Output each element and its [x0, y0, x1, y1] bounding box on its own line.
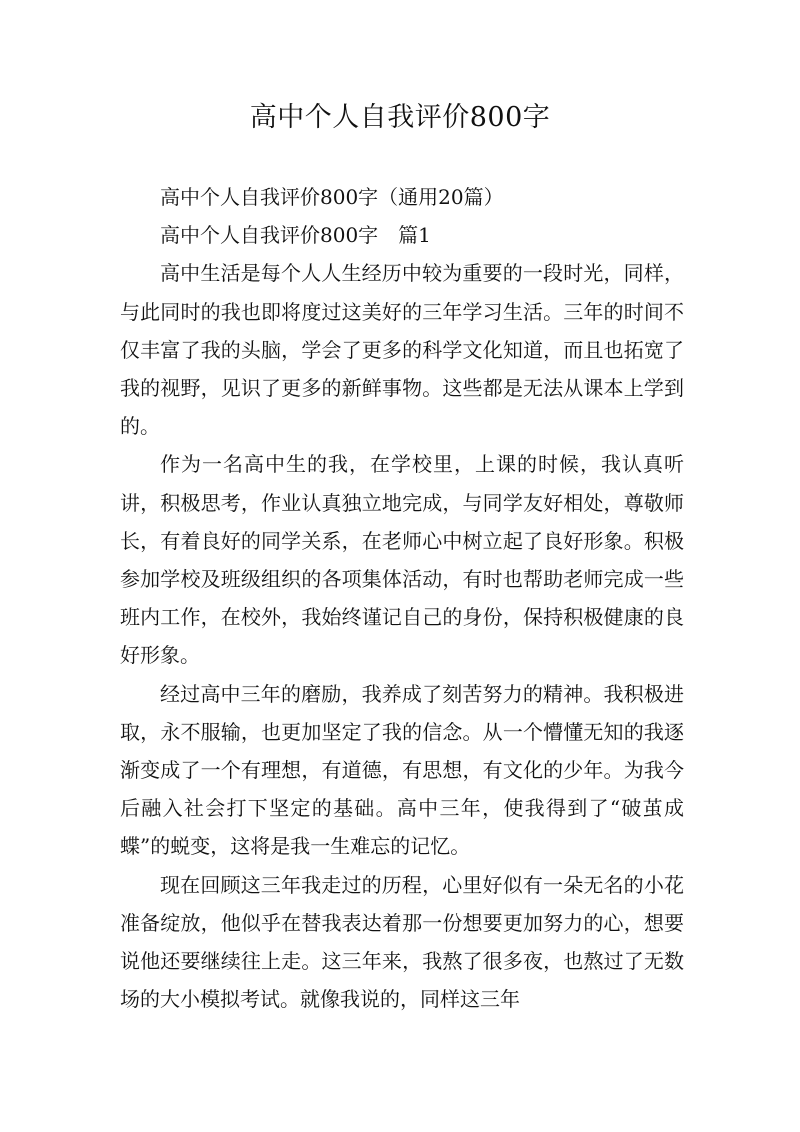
document-subtitle: 高中个人自我评价800字（通用20篇） — [160, 185, 504, 209]
paragraph: 经过高中三年的磨励，我养成了刻苦努力的精神。我积极进取，永不服输，也更加坚定了我的信念。从一个懵懂无知的我逐渐变成了一个有理想，有道德，有思想，有文化的少年。为我今后融入社会打下坚定的基础。高中三年，使我得到了“破茧成蝶”的蜕变，这将是我一生难忘的记忆。 — [120, 681, 684, 859]
paragraph: 作为一名高中生的我，在学校里，上课的时候，我认真听讲，积极思考，作业认真独立地完成，与同学友好相处，尊敬师长，有着良好的同学关系，在老师心中树立起了良好形象。积极参加学校及班级组织的各项集体活动，有时也帮助老师完成一些班内工作，在校外，我始终谨记自己的身份，保持积极健康的良好形象。 — [120, 452, 684, 668]
paragraph: 现在回顾这三年我走过的历程，心里好似有一朵无名的小花准备绽放，他似乎在替我表达着那一份想要更加努力的心，想要说他还要继续往上走。这三年来，我熬了很多夜，也熬过了无数场的大小模拟考试。就像我说的，同样这三年 — [120, 872, 684, 1012]
section-heading: 高中个人自我评价800字 篇1 — [160, 223, 431, 248]
document-title: 高中个人自我评价800字 — [249, 102, 551, 133]
paragraph: 高中生活是每个人人生经历中较为重要的一段时光，同样，与此同时的我也即将度过这美好的三年学习生活。三年的时间不仅丰富了我的头脑，学会了更多的科学文化知道，而且也拓宽了我的视野，见识了更多的新鲜事物。这些都是无法从课本上学到的。 — [120, 261, 684, 439]
document-body — [120, 178, 684, 1018]
